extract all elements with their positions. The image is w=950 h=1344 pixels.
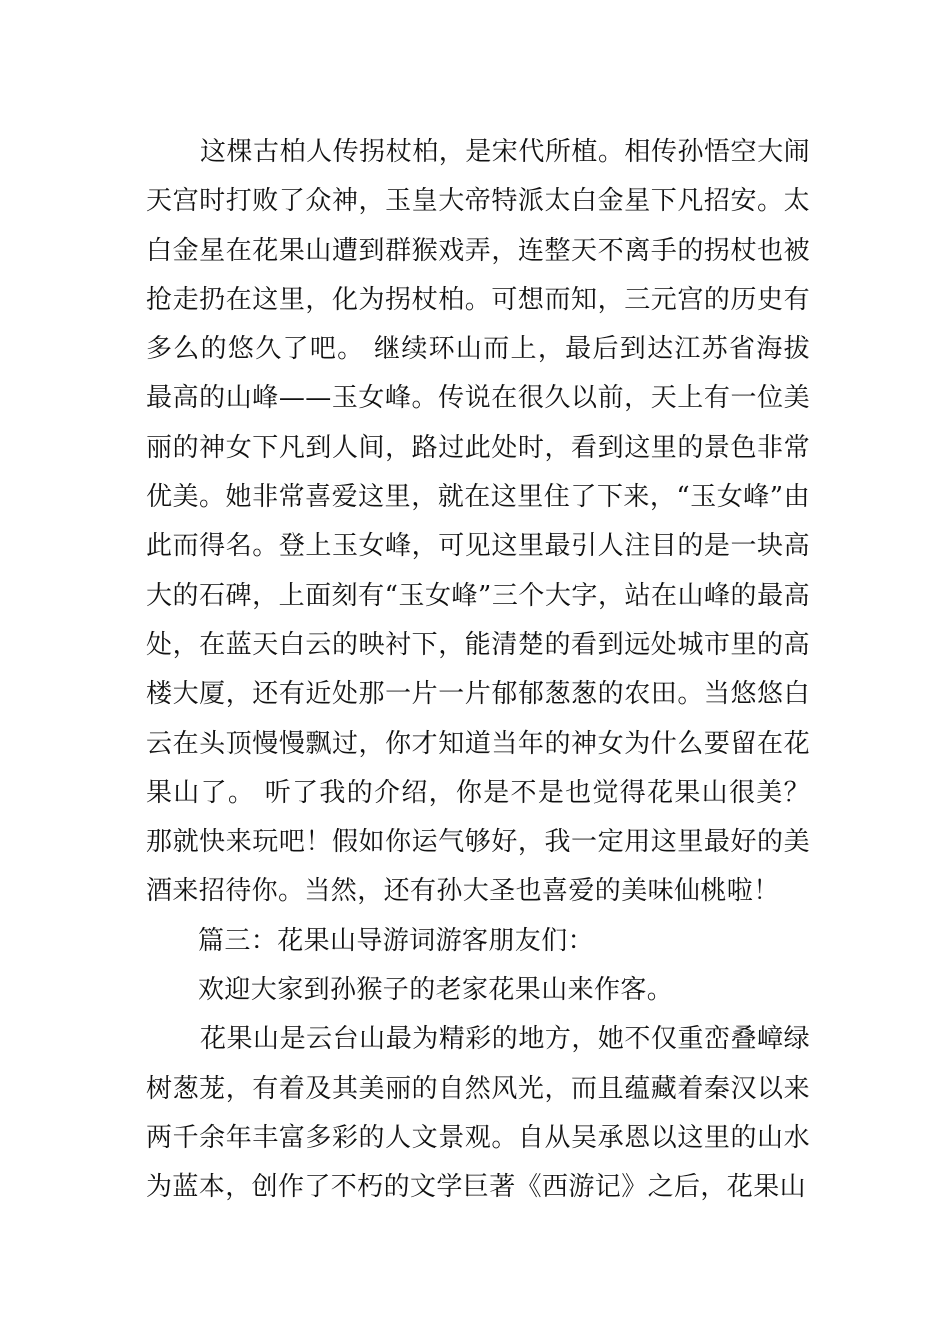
document-body: [146, 128, 810, 1213]
paragraph-2: 篇三：花果山导游词游客朋友们：: [198, 925, 595, 956]
paragraph-4: 花果山是云台山最为精彩的地方，她不仅重峦叠嶂绿树葱茏，有着及其美丽的自然风光，而且蕴藏着秦汉以来两千余年丰富多彩的人文景观。自从吴承恩以这里的山水为蓝本，创作了不朽的文学巨著《西游记》之后，花果山: [146, 1024, 810, 1203]
paragraph-3: 欢迎大家到孙猴子的老家花果山来作客。: [198, 975, 674, 1006]
paragraph-1: 这棵古柏人传拐杖柏，是宋代所植。相传孙悟空大闹天宫时打败了众神，玉皇大帝特派太白金星下凡招安。太白金星在花果山遭到群猴戏弄，连整天不离手的拐杖也被抢走扔在这里，化为拐杖柏。可想而知，三元宫的历史有多么的悠久了吧。 继续环山而上，最后到达江苏省海拔最高的山峰——玉女峰。传说在很久以前，天上有一位美丽的神女下凡到人间，路过此处时，看到这里的景色非常优美。她非常喜爱这里，就在这里住了下来，“玉女峰”由此而得名。登上玉女峰，可见这里最引人注目的是一块高大的石碑，上面刻有“玉女峰”三个大字，站在山峰的最高处，在蓝天白云的映衬下，能清楚的看到远处城市里的高楼大厦，还有近处那一片一片郁郁葱葱的农田。当悠悠白云在头顶慢慢飘过，你才知道当年的神女为什么要留在花果山了。 听了我的介绍，你是不是也觉得花果山很美？那就快来玩吧！假如你运气够好，我一定用这里最好的美酒来招待你。当然，还有孙大圣也喜爱的美味仙桃啦！: [146, 137, 810, 907]
